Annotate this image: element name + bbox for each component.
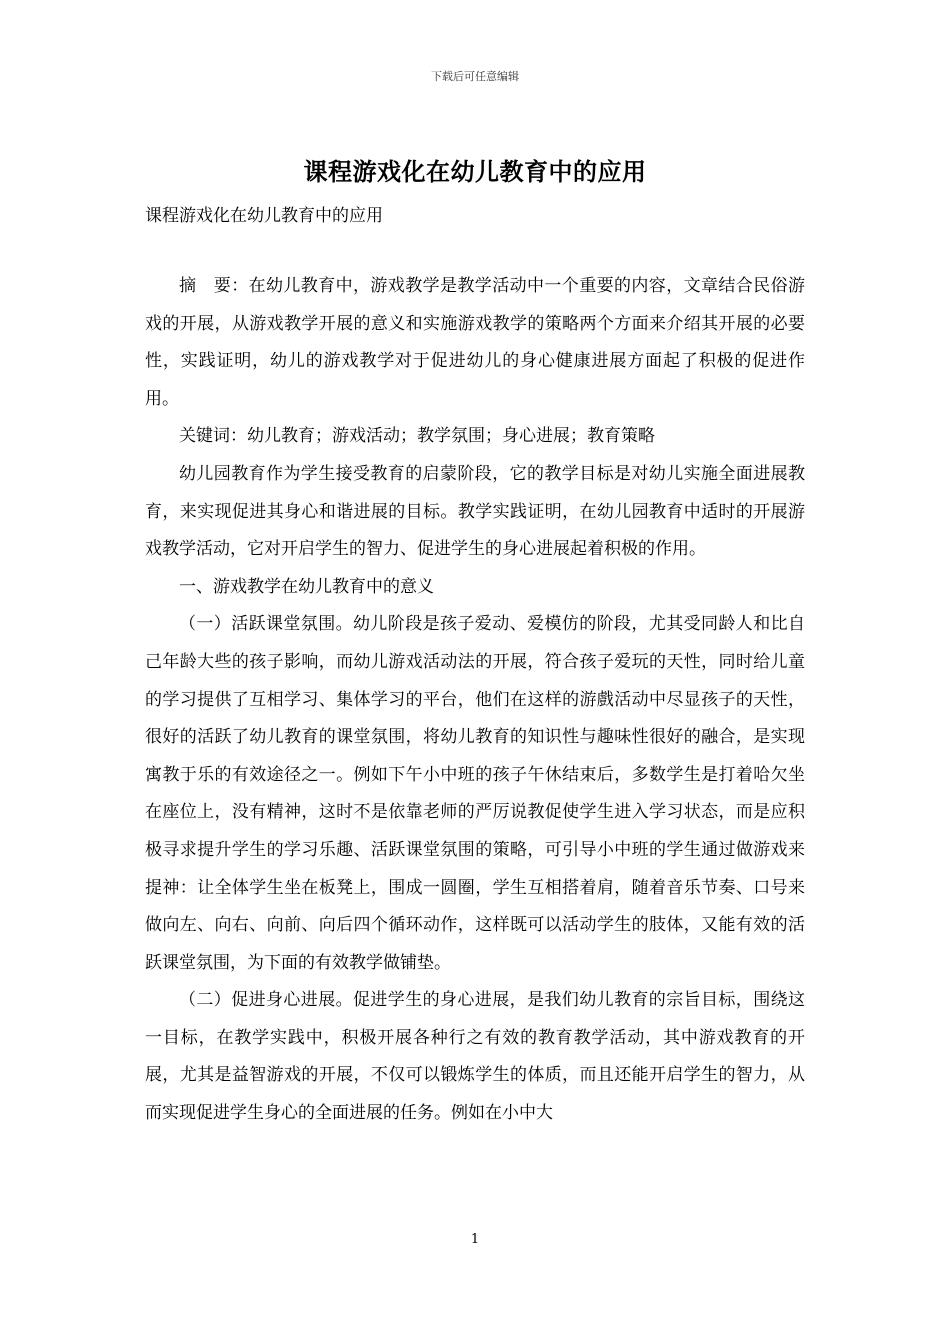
intro-paragraph: 幼儿园教育作为学生接受教育的启蒙阶段，它的教学目标是对幼儿实施全面进展教育，来实现促进其身心和谐进展的目标。教学实践证明，在幼儿园教育中适时的开展游戏教学活动，它对开启学生的智力、促进学生的身心进展起着积极的作用。 xyxy=(145,463,805,560)
document-title: 课程游戏化在幼儿教育中的应用 xyxy=(303,157,647,186)
body-paragraph: （一）活跃课堂氛围。幼儿阶段是孩子爱动、爱模仿的阶段，尤其受同龄人和比自己年龄大些的孩子影响，而幼儿游戏活动法的开展，符合孩子爱玩的天性，同时给儿童的学习提供了互相学习、集体学习的平台，他们在这样的游戲活动中尽显孩子的天性，很好的活跃了幼儿教育的课堂氛围，将幼儿教育的知识性与趣味性很好的融合，是实现寓教于乐的有效途径之一。例如下午小中班的孩子午休结束后，多数学生是打着哈欠坐在座位上，没有精神，这时不是依靠老师的严厉说教促使学生进入学习状态，而是应积极寻求提升学生的学习乐趣、活跃课堂氛围的策略，可引导小中班的学生通过做游戏来提神：让全体学生坐在板凳上，围成一圆圈，学生互相搭着肩，随着音乐节奏、口号来做向左、向右、向前、向后四个循环动作，这样既可以活动学生的肢体，又能有效的活跃课堂氛围，为下面的有效教学做铺垫。 xyxy=(145,614,805,973)
document-subtitle: 课程游戏化在幼儿教育中的应用 xyxy=(145,206,383,226)
section-heading: 一、游戏教学在幼儿教育中的意义 xyxy=(179,576,434,597)
document-body xyxy=(145,268,805,1133)
page-number: 1 xyxy=(470,1232,480,1247)
header-note: 下载后可任意编辑 xyxy=(431,70,519,83)
abstract-paragraph: 摘 要：在幼儿教育中，游戏教学是教学活动中一个重要的内容，文章结合民俗游戏的开展，从游戏教学开展的意义和实施游戏教学的策略两个方面来介绍其开展的必要性，实践证明，幼儿的游戏教学对于促进幼儿的身心健康进展方面起了积极的促进作用。 xyxy=(145,276,805,409)
body-paragraph: （二）促进身心进展。促进学生的身心进展，是我们幼儿教育的宗旨目标，围绕这一目标，在教学实践中，积极开展各种行之有效的教育教学活动，其中游戏教育的开展，尤其是益智游戏的开展，不仅可以锻炼学生的体质，而且还能开启学生的智力，从而实现促进学生身心的全面进展的任务。例如在小中大 xyxy=(145,990,805,1124)
keywords-paragraph: 关键词：幼儿教育；游戏活动；教学氛围；身心进展；教育策略 xyxy=(179,426,655,447)
